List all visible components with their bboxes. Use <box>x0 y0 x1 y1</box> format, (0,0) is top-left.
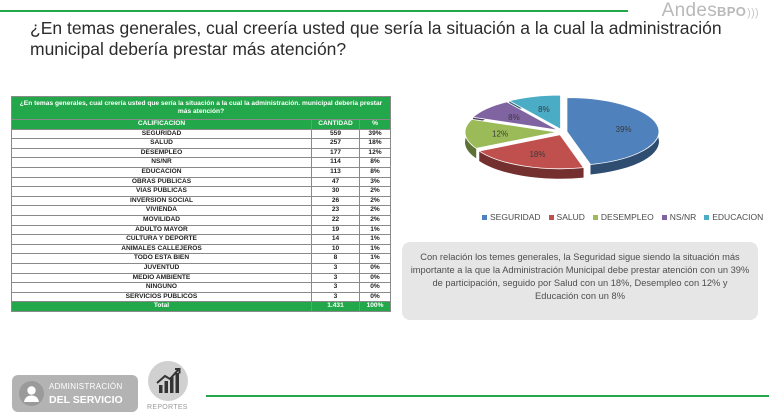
table-row <box>12 158 391 168</box>
legend-label: DESEMPLEO <box>600 212 654 222</box>
row-category: CULTURA Y DEPORTE <box>12 235 312 245</box>
table-row <box>12 206 391 216</box>
legend-swatch <box>704 215 709 220</box>
row-category: ANIMALES CALLEJEROS <box>12 244 312 254</box>
row-pct: 0% <box>360 273 391 283</box>
reports-label: REPORTES <box>147 404 188 411</box>
row-count: 3 <box>312 283 360 293</box>
row-count: 113 <box>312 167 360 177</box>
row-count: 30 <box>312 187 360 197</box>
pie-data-label: 12% <box>492 129 509 139</box>
bottom-divider <box>206 395 769 397</box>
row-count: 47 <box>312 177 360 187</box>
table-row <box>12 235 391 245</box>
table-row <box>12 244 391 254</box>
row-category: INVERSION SOCIAL <box>12 196 312 206</box>
pie-data-label: 8% <box>508 112 520 122</box>
total-row <box>12 302 391 312</box>
legend-swatch <box>482 215 487 220</box>
table-row <box>12 187 391 197</box>
row-category: MEDIO AMBIENTE <box>12 273 312 283</box>
legend-label: EDUCACION <box>712 212 764 222</box>
row-count: 19 <box>312 225 360 235</box>
row-category: SALUD <box>12 139 312 149</box>
row-category: SEGURIDAD <box>12 129 312 139</box>
table-row <box>12 254 391 264</box>
row-count: 177 <box>312 148 360 158</box>
table-row <box>12 129 391 139</box>
andesbpo-logo: AndesBPO))) <box>661 0 759 21</box>
legend-label: SEGURIDAD <box>490 212 541 222</box>
signal-waves-icon: ))) <box>747 7 759 19</box>
results-table <box>11 96 391 312</box>
legend-swatch <box>549 215 554 220</box>
row-category: NINGUNO <box>12 283 312 293</box>
pie-data-label: 8% <box>538 104 550 114</box>
legend-label: NS/NR <box>669 212 697 222</box>
row-pct: 8% <box>360 158 391 168</box>
row-category: VIVIENDA <box>12 206 312 216</box>
row-category: JUVENTUD <box>12 263 312 273</box>
row-pct: 2% <box>360 215 391 225</box>
row-pct: 1% <box>360 235 391 245</box>
summary-note: Con relación los temes generales, la Seguridad sigue siendo la situación más importante a la que la Administración Municipal debe prestar atención con un 39% de participación, seguido por Salud con un 18%, Desempleo con 12% y Educación con un 8% <box>402 242 758 320</box>
user-icon <box>19 381 44 406</box>
top-divider <box>0 10 628 12</box>
row-pct: 0% <box>360 292 391 302</box>
legend-item <box>482 212 541 222</box>
table-question: ¿En temas generales, cual creería usted que sería la situación a la cual la administración. municipal debería prestar más atención? <box>12 97 391 120</box>
total-pct: 100% <box>360 302 391 312</box>
row-category: SERVICIOS PUBLICOS <box>12 292 312 302</box>
table-row <box>12 177 391 187</box>
table-row <box>12 167 391 177</box>
col-header-pct: % <box>360 120 391 130</box>
row-count: 3 <box>312 273 360 283</box>
legend-item <box>593 212 654 222</box>
row-count: 10 <box>312 244 360 254</box>
table-row <box>12 283 391 293</box>
page-title: ¿En temas generales, cual creería usted que sería la situación a la cual la administración municipal debería prestar más atención? <box>30 18 722 59</box>
row-category: EDUCACION <box>12 167 312 177</box>
row-pct: 2% <box>360 187 391 197</box>
badge-line2: DEL SERVICIO <box>49 394 123 406</box>
table-row <box>12 292 391 302</box>
legend-item <box>662 212 696 222</box>
table-row <box>12 225 391 235</box>
admin-service-badge[interactable] <box>12 375 138 412</box>
chart-legend <box>482 212 763 222</box>
row-pct: 8% <box>360 167 391 177</box>
legend-swatch <box>593 215 598 220</box>
col-header-count: CANTIDAD <box>312 120 360 130</box>
row-count: 3 <box>312 263 360 273</box>
row-pct: 2% <box>360 206 391 216</box>
row-category: DESEMPLEO <box>12 148 312 158</box>
row-count: 257 <box>312 139 360 149</box>
table-row <box>12 215 391 225</box>
total-count: 1.431 <box>312 302 360 312</box>
table-row <box>12 273 391 283</box>
row-pct: 0% <box>360 263 391 273</box>
row-pct: 3% <box>360 177 391 187</box>
row-pct: 1% <box>360 244 391 254</box>
pie-data-label: 39% <box>615 124 632 134</box>
table-row <box>12 196 391 206</box>
row-category: VIAS PUBLICAS <box>12 187 312 197</box>
table-row <box>12 148 391 158</box>
table-row <box>12 139 391 149</box>
row-category: MOVILIDAD <box>12 215 312 225</box>
row-count: 3 <box>312 292 360 302</box>
row-pct: 2% <box>360 196 391 206</box>
row-pct: 0% <box>360 283 391 293</box>
table-row <box>12 263 391 273</box>
row-count: 559 <box>312 129 360 139</box>
reports-chart-icon[interactable] <box>148 361 188 401</box>
row-count: 23 <box>312 206 360 216</box>
row-count: 8 <box>312 254 360 264</box>
legend-label: SALUD <box>556 212 585 222</box>
row-category: NS/NR <box>12 158 312 168</box>
legend-item <box>549 212 585 222</box>
pie-chart <box>452 84 672 194</box>
col-header-category: CALIFICACIÓN <box>12 120 312 130</box>
row-pct: 39% <box>360 129 391 139</box>
row-count: 22 <box>312 215 360 225</box>
row-count: 14 <box>312 235 360 245</box>
row-count: 26 <box>312 196 360 206</box>
row-category: OBRAS PUBLICAS <box>12 177 312 187</box>
row-category: TODO ESTA BIEN <box>12 254 312 264</box>
row-category: ADULTO MAYOR <box>12 225 312 235</box>
row-pct: 1% <box>360 254 391 264</box>
legend-item <box>704 212 763 222</box>
legend-swatch <box>662 215 667 220</box>
total-label: Total <box>12 302 312 312</box>
pie-data-label: 18% <box>529 150 546 160</box>
badge-line1: ADMINISTRACIÓN <box>49 382 123 391</box>
row-pct: 18% <box>360 139 391 149</box>
row-count: 114 <box>312 158 360 168</box>
row-pct: 12% <box>360 148 391 158</box>
row-pct: 1% <box>360 225 391 235</box>
